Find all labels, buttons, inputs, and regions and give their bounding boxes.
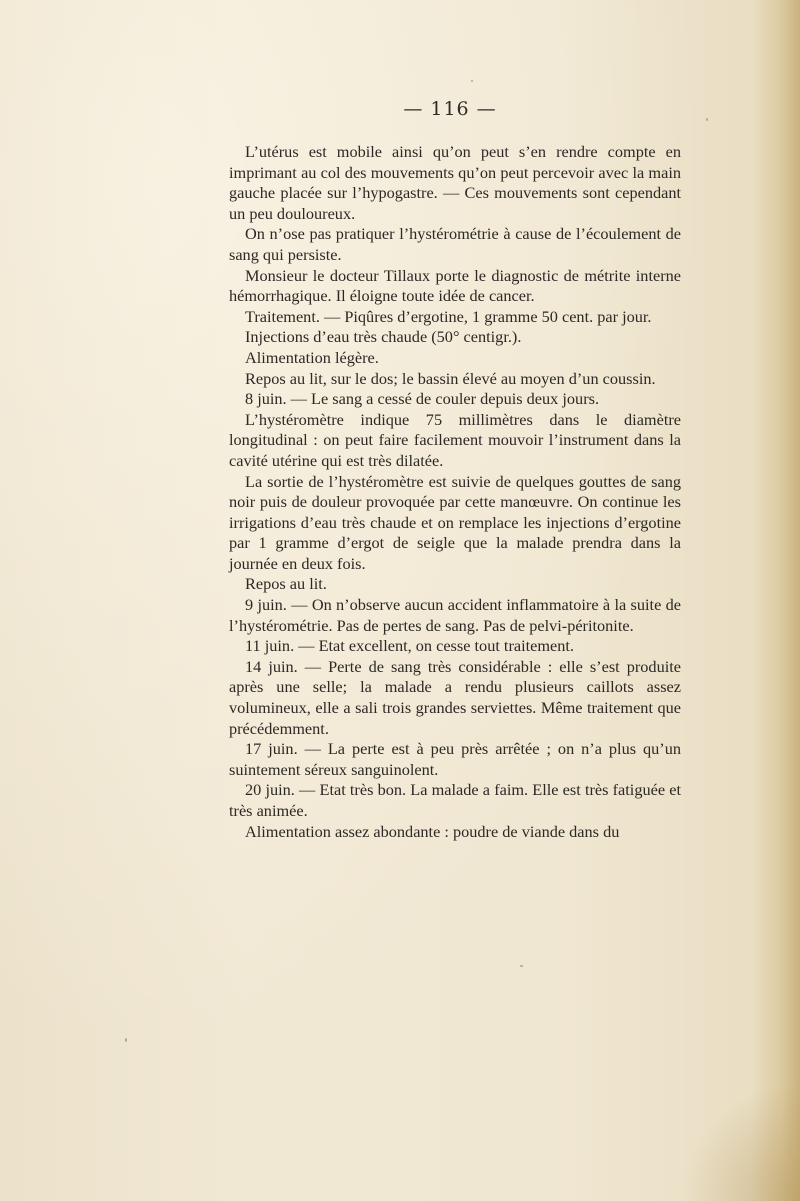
page-corner-stain [680,1081,800,1201]
paragraph: Repos au lit. [245,574,327,594]
page-edge-shadow [752,0,800,1201]
paragraph: Monsieur le docteur Tillaux porte le diagnostic de métrite interne hémorrhagique. Il éloigne toute idée de cancer. [229,265,681,306]
paragraph: 14 juin. — Perte de sang très considérable : elle s’est produite après une selle; la malade a rendu plusieurs caillots assez volumineux, elle a sali trois grandes serviettes. Même traitement que précédemment. [229,656,681,738]
paragraph: 11 juin. — Etat excellent, on cesse tout traitement. [245,636,574,656]
paragraph: On n’ose pas pratiquer l’hystérométrie à cause de l’écoulement de sang qui persiste. [229,224,681,264]
paragraph: L’utérus est mobile ainsi qu’on peut s’en rendre compte en imprimant au col des mouvements qu’on peut percevoir avec la main gauche placée sur l’hypogastre. — Ces mouvements sont cependant un peu douloureux. [229,142,681,223]
paragraph: 9 juin. — On n’observe aucun accident inflammatoire à la suite de l’hystérométrie. Pas de pertes de sang. Pas de pelvi-péritonite. [229,595,681,635]
body-text [229,142,681,842]
paragraph: 20 juin. — Etat très bon. La malade a faim. Elle est très fatiguée et très animée. [229,780,681,820]
paragraph: Alimentation assez abondante : poudre de viande dans du [245,821,620,841]
paragraph: La sortie de l’hystéromètre est suivie de quelques gouttes de sang noir puis de douleur provoquée par cette manœuvre. On continue les irrigations d’eau très chaude et on remplace les injections d’ergotine par 1 gramme d’ergot de seigle que la malade prendra dans la journée en deux fois. [229,471,681,573]
paragraph: Repos au lit, sur le dos; le bassin élevé au moyen d’un coussin. [245,368,656,388]
paragraph: 8 juin. — Le sang a cessé de couler depuis deux jours. [245,389,600,409]
paragraph: 17 juin. — La perte est à peu près arrêtée ; on n’a plus qu’un suintement séreux sanguinolent. [229,739,681,779]
paragraph: L’hystéromètre indique 75 millimètres dans le diamètre longitudinal : on peut faire facilement mouvoir l’instrument dans la cavité utérine qui est très dilatée. [229,409,681,470]
paragraph: Traitement. — Piqûres d’ergotine, 1 gramme 50 cent. par jour. [245,306,652,326]
page-number: — 116 — [403,98,497,120]
paragraph: Injections d’eau très chaude (50° centigr.). [245,327,522,347]
paragraph: Alimentation légère. [245,347,379,367]
